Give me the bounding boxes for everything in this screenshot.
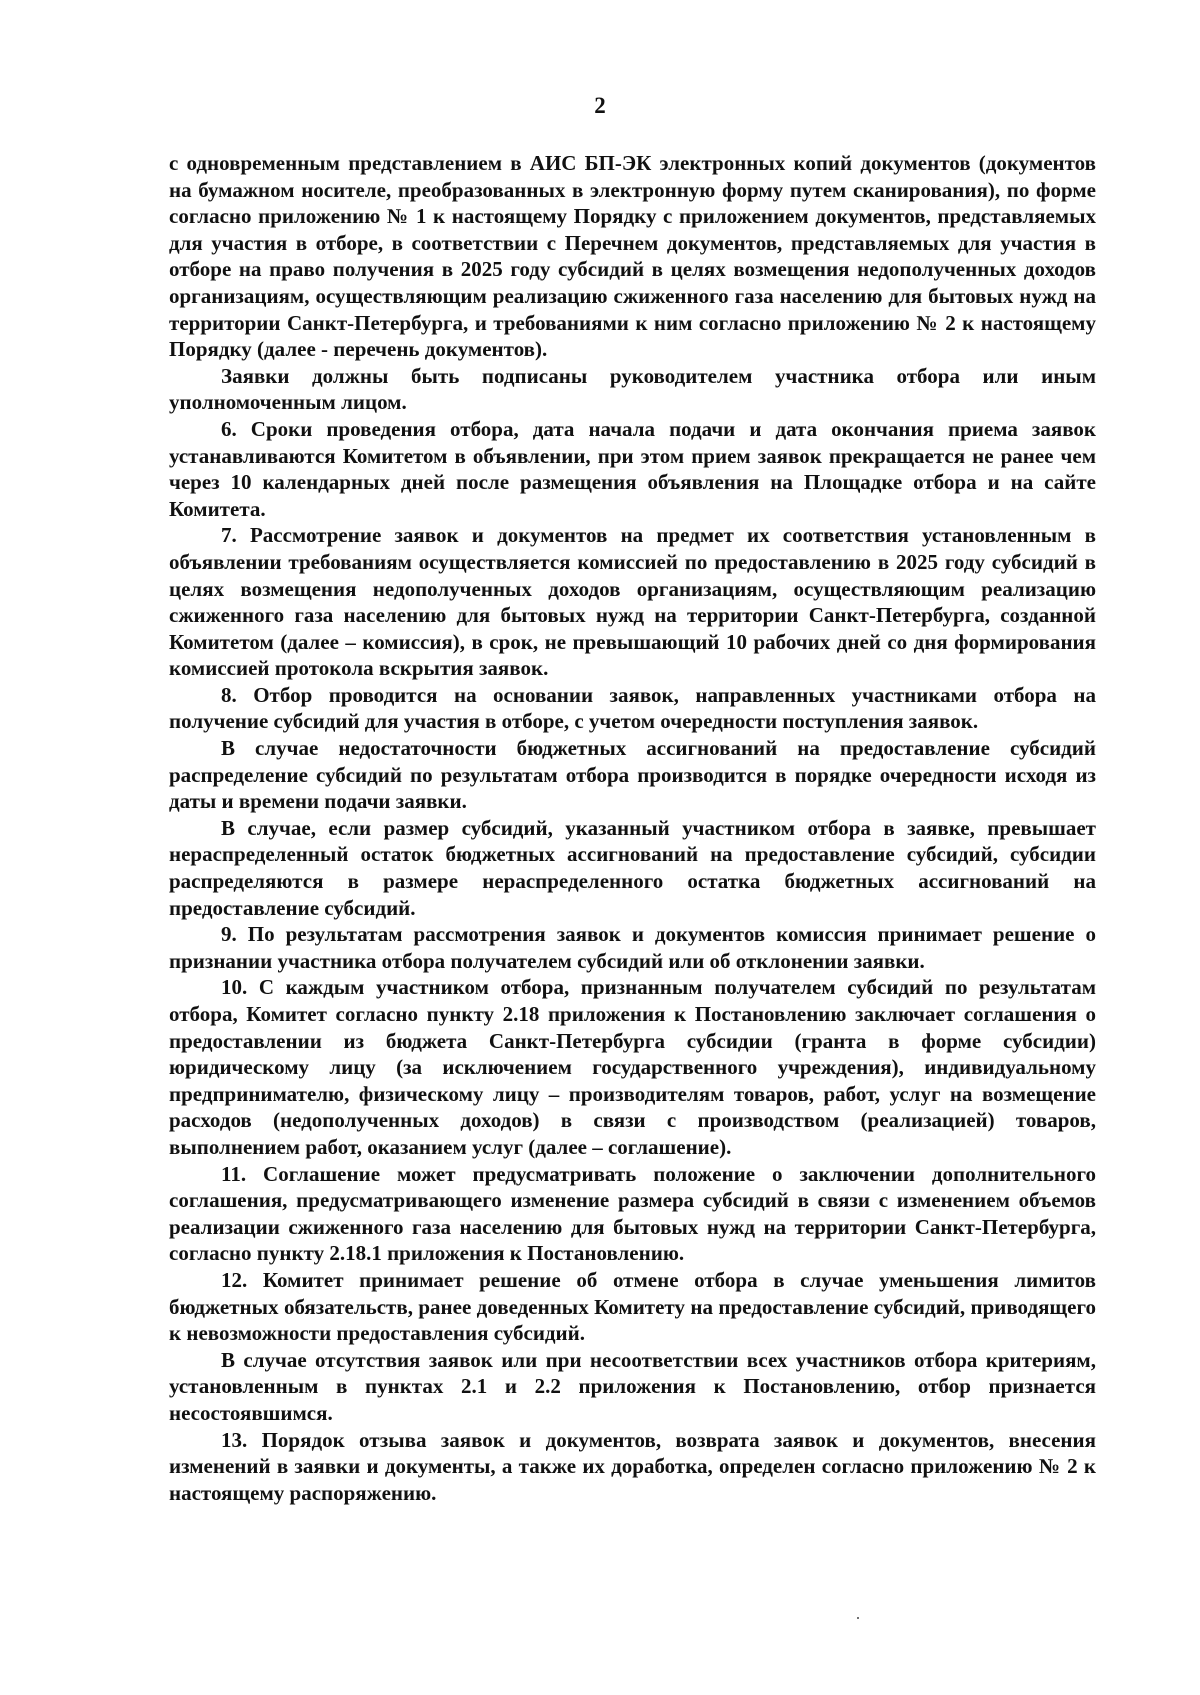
paragraph-item-12: 12. Комитет принимает решение об отмене отбора в случае уменьшения лимитов бюджетных обязательств, ранее доведенных Комитету на предоставление субсидий, приводящего к невозможности предоставления субсидий. — [169, 1267, 1096, 1346]
paragraph-item-9: 9. По результатам рассмотрения заявок и документов комиссия принимает решение о признании участника отбора получателем субсидий или об отклонении заявки. — [169, 922, 1096, 973]
paragraph-item-8-excess-amount: В случае, если размер субсидий, указанный участником отбора в заявке, превышает нераспределенный остаток бюджетных ассигнований на предоставление субсидий, субсидии распределяются в размере нераспределенного остатка бюджетных ассигнований на предоставление субсидий. — [169, 815, 1096, 920]
page-number: 2 — [594, 93, 606, 118]
paragraph-item-7: 7. Рассмотрение заявок и документов на предмет их соответствия установленным в объявлении требованиям осуществляется комиссией по предоставлению в 2025 году субсидий в целях возмещения недополученных доходов организациям, осуществляющим реализацию сжиженного газа населению для бытовых нужд на территории Санкт-Петербурга, созданной Комитетом (далее – комиссия), в срок, не превышающий 10 рабочих дней со дня формирования комиссией протокола вскрытия заявок. — [169, 523, 1096, 681]
paragraph-item-10: 10. С каждым участником отбора, признанным получателем субсидий по результатам отбора, Комитет согласно пункту 2.18 приложения к Постановлению заключает соглашения о предоставлении из бюджета Санкт-Петербурга субсидии (гранта в форме субсидии) юридическому лицу (за исключением государственного учреждения), индивидуальному предпринимателю, физическому лицу – производителям товаров, работ, услуг на возмещение расходов (недополученных доходов) в связи с производством (реализацией) товаров, выполнением работ, оказанием услуг (далее – соглашение). — [169, 975, 1096, 1159]
paragraph-item-11: 11. Соглашение может предусматривать положение о заключении дополнительного соглашения, предусматривающего изменение размера субсидий в связи с изменением объемов реализации сжиженного газа населению для бытовых нужд на территории Санкт-Петербурга, согласно пункту 2.18.1 приложения к Постановлению. — [169, 1161, 1096, 1266]
paragraph-continuation: с одновременным представлением в АИС БП-ЭК электронных копий документов (документов на бумажном носителе, преобразованных в электронную форму путем сканирования), по форме согласно приложению № 1 к настоящему Порядку с приложением документов, представляемых для участия в отборе, в соответствии с Перечнем документов, представляемых для участия в отборе на право получения в 2025 году субсидий в целях возмещения недополученных доходов организациям, осуществляющим реализацию сжиженного газа населению для бытовых нужд на территории Санкт-Петербурга, и требованиями к ним согласно приложению № 2 к настоящему Порядку (далее - перечень документов). — [169, 151, 1096, 362]
paragraph-signature-requirement: Заявки должны быть подписаны руководителем участника отбора или иным уполномоченным лицом. — [169, 363, 1096, 415]
scan-speck — [857, 1617, 859, 1619]
paragraph-item-8: 8. Отбор проводится на основании заявок, направленных участниками отбора на получение субсидий для участия в отборе, с учетом очередности поступления заявок. — [169, 682, 1096, 734]
paragraph-item-8-insufficient-funds: В случае недостаточности бюджетных ассигнований на предоставление субсидий распределение субсидий по результатам отбора производится в порядке очередности исходя из даты и времени подачи заявки. — [169, 736, 1096, 814]
paragraph-item-6: 6. Сроки проведения отбора, дата начала подачи и дата окончания приема заявок устанавливаются Комитетом в объявлении, при этом прием заявок прекращается не ранее чем через 10 календарных дней после размещения объявления на Площадке отбора и на сайте Комитета. — [169, 416, 1096, 521]
document-body — [169, 150, 1096, 1506]
paragraph-item-12-no-applications: В случае отсутствия заявок или при несоответствии всех участников отбора критериям, установленным в пунктах 2.1 и 2.2 приложения к Постановлению, отбор признается несостоявшимся. — [169, 1347, 1096, 1425]
paragraph-item-13: 13. Порядок отзыва заявок и документов, возврата заявок и документов, внесения изменений в заявки и документы, а также их доработка, определен согласно приложению № 2 к настоящему распоряжению. — [169, 1427, 1096, 1505]
